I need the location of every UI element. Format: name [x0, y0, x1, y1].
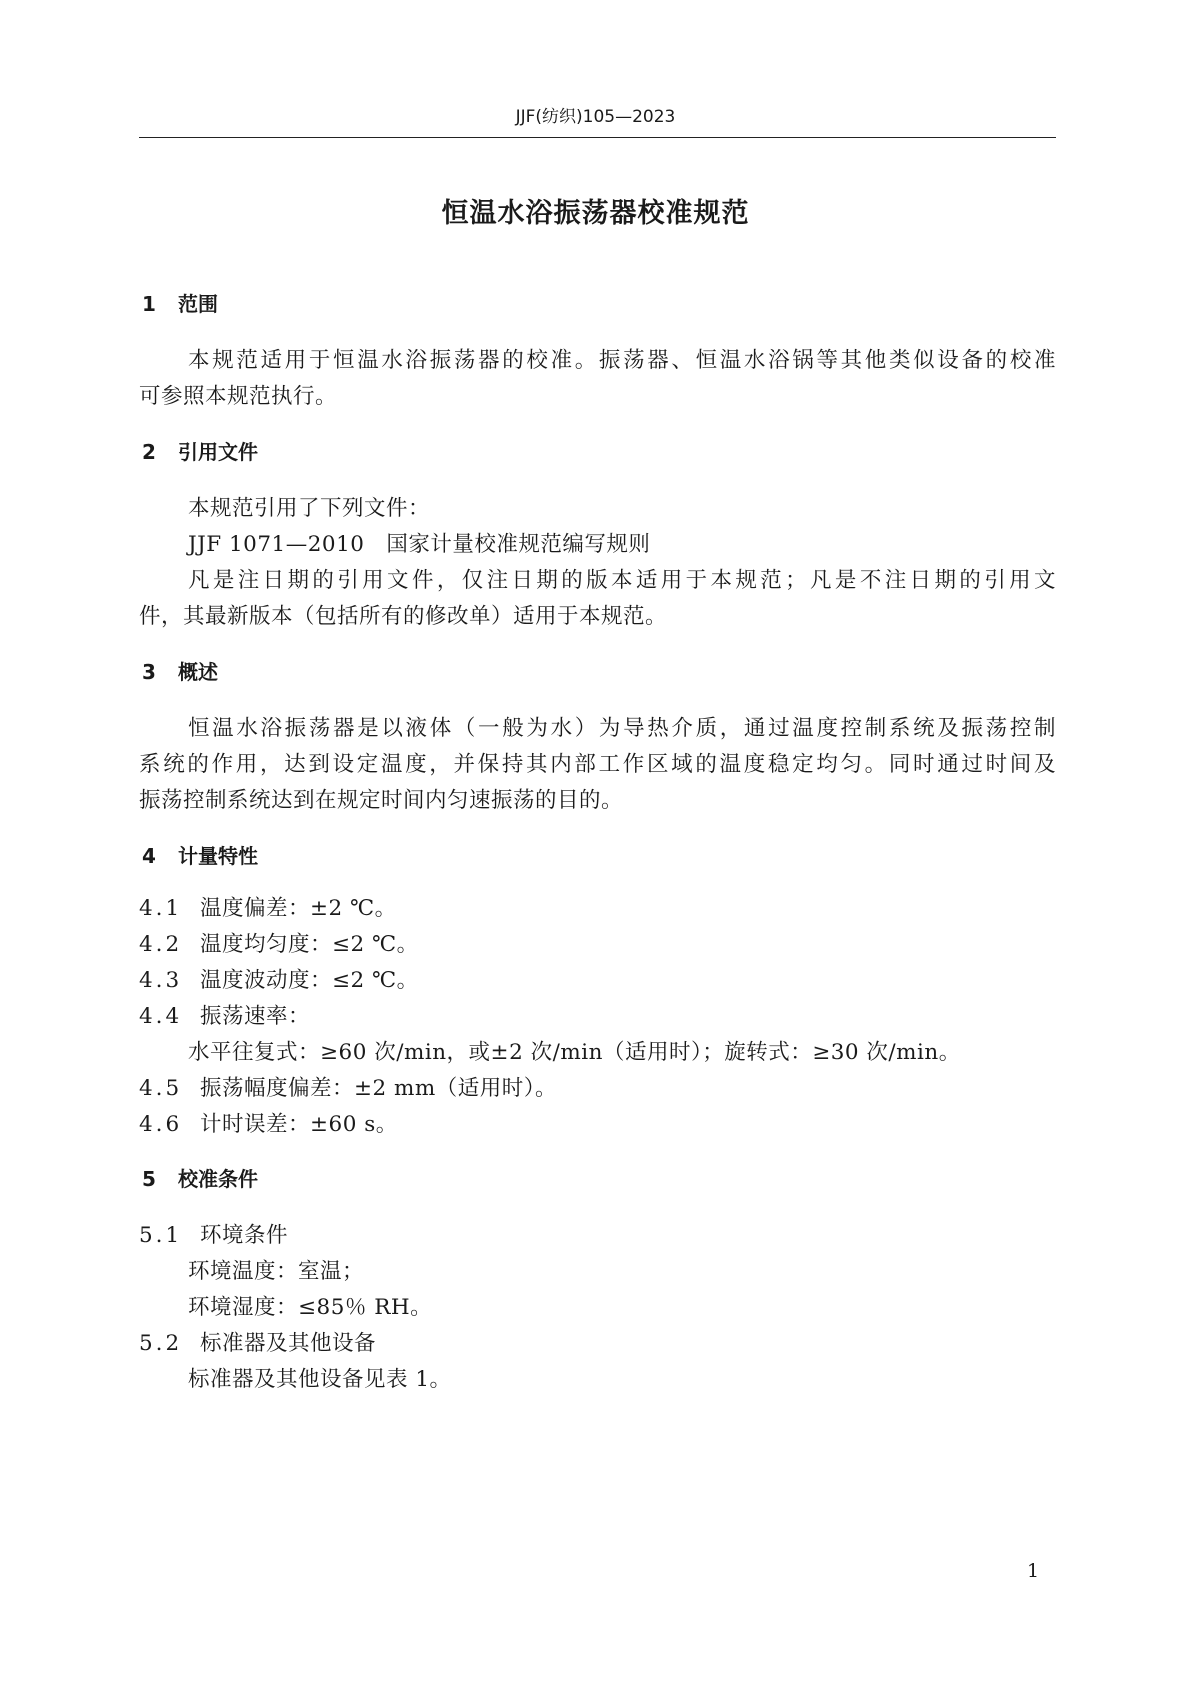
item-number: 4.1 — [139, 896, 183, 921]
section-number: 5 — [142, 1167, 156, 1191]
spec-item — [139, 927, 419, 958]
section-2-note-line: 凡是注日期的引用文件，仅注日期的版本适用于本规范；凡是不注日期的引用文 — [188, 568, 1056, 593]
item-number: 4.6 — [139, 1112, 183, 1137]
item-text: 环境条件 — [200, 1223, 289, 1248]
section-title: 校准条件 — [178, 1167, 258, 1191]
section-title: 引用文件 — [178, 440, 258, 464]
section-3-heading — [142, 656, 218, 685]
section-3-paragraph-line: 系统的作用，达到设定温度，并保持其内部工作区域的温度稳定均匀。同时通过时间及 — [139, 752, 1056, 777]
item-number: 4.2 — [139, 932, 183, 957]
item-number: 5.1 — [139, 1223, 183, 1248]
header-rule — [139, 137, 1056, 138]
document-code-header: JJF(纺织)105—2023 — [515, 107, 676, 127]
section-1-paragraph-line: 可参照本规范执行。 — [139, 384, 338, 409]
section-number: 3 — [142, 660, 156, 684]
section-number: 4 — [142, 844, 156, 868]
subsection-heading — [139, 1326, 376, 1357]
spec-item — [139, 891, 397, 922]
section-title: 计量特性 — [178, 844, 258, 868]
item-text: 振荡幅度偏差：±2 mm（适用时）。 — [200, 1076, 558, 1101]
item-text: 温度波动度：≤2 ℃。 — [200, 968, 419, 993]
item-text: 标准器及其他设备 — [200, 1331, 377, 1356]
spec-item — [139, 1107, 398, 1138]
section-number: 2 — [142, 440, 156, 464]
item-text: 振荡速率： — [200, 1004, 311, 1029]
page-title: 恒温水浴振荡器校准规范 — [441, 198, 750, 229]
item-number: 5.2 — [139, 1331, 183, 1356]
spec-item — [139, 999, 310, 1030]
section-title: 概述 — [178, 660, 218, 684]
environment-humidity: 环境湿度：≤85％ RH。 — [188, 1295, 433, 1320]
page-number: 1 — [1027, 1560, 1040, 1582]
item-number: 4.4 — [139, 1004, 183, 1029]
oscillation-rate-detail: 水平往复式：≥60 次/min，或±2 次/min（适用时）；旋转式：≥30 次/min。 — [188, 1040, 961, 1065]
section-number: 1 — [142, 292, 156, 316]
section-3-paragraph-line: 振荡控制系统达到在规定时间内匀速振荡的目的。 — [139, 788, 624, 813]
section-1-heading — [142, 288, 218, 317]
section-2-note-line: 件，其最新版本（包括所有的修改单）适用于本规范。 — [139, 604, 668, 629]
spec-item — [139, 1071, 557, 1102]
equipment-note: 标准器及其他设备见表 1。 — [188, 1367, 452, 1392]
item-number: 4.5 — [139, 1076, 183, 1101]
item-number: 4.3 — [139, 968, 183, 993]
item-text: 温度均匀度：≤2 ℃。 — [200, 932, 419, 957]
environment-temperature: 环境温度：室温； — [188, 1259, 365, 1284]
section-2-intro: 本规范引用了下列文件： — [188, 496, 431, 521]
section-2-heading — [142, 436, 258, 465]
item-text: 计时误差：±60 s。 — [200, 1112, 398, 1137]
referenced-document: JJF 1071—2010 国家计量校准规范编写规则 — [188, 532, 651, 557]
item-text: 温度偏差：±2 ℃。 — [200, 896, 397, 921]
spec-item — [139, 963, 419, 994]
section-5-heading — [142, 1163, 258, 1192]
section-3-paragraph-line: 恒温水浴振荡器是以液体（一般为水）为导热介质，通过温度控制系统及振荡控制 — [188, 716, 1056, 741]
section-4-heading — [142, 840, 258, 869]
section-title: 范围 — [178, 292, 218, 316]
subsection-heading — [139, 1218, 288, 1249]
section-1-paragraph-line: 本规范适用于恒温水浴振荡器的校准。振荡器、恒温水浴锅等其他类似设备的校准 — [188, 348, 1056, 373]
